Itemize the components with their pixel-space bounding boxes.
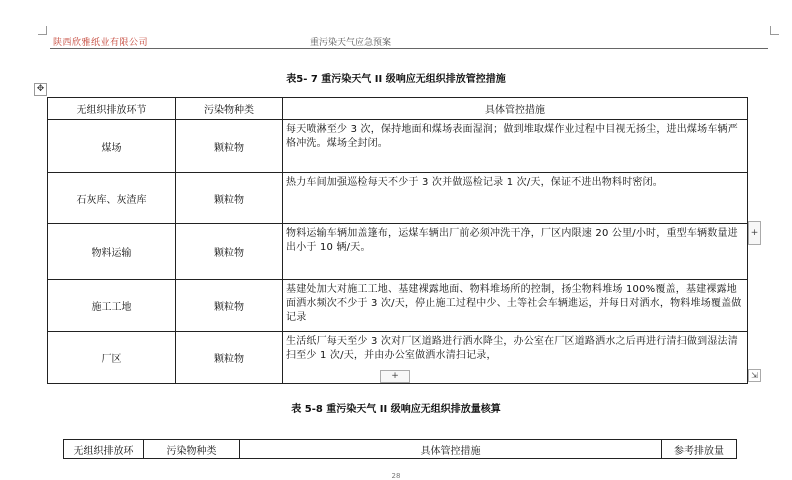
header-doc-title: 重污染天气应急预案 bbox=[310, 38, 392, 48]
table2 bbox=[63, 439, 737, 459]
table2-header-measure[interactable]: 具体管控措施 bbox=[240, 440, 662, 459]
table1-header-pollutant[interactable]: 污染物种类 bbox=[176, 98, 283, 120]
table-move-handle-icon[interactable]: ✥ bbox=[34, 83, 47, 96]
page-corner-mark-right bbox=[770, 26, 779, 35]
table2-header-emission[interactable]: 参考排放量 bbox=[662, 440, 737, 459]
cell-measure[interactable]: 每天喷淋至少 3 次，保持地面和煤场表面湿润；做到堆取煤作业过程中目视无扬尘，进出煤场车辆严格冲洗。煤场全封闭。 bbox=[283, 120, 748, 173]
table1-header-row bbox=[48, 98, 748, 120]
table1-header-measure[interactable]: 具体管控措施 bbox=[283, 98, 748, 120]
add-row-button[interactable]: + bbox=[380, 370, 410, 383]
table-row bbox=[48, 173, 748, 224]
cell-pollutant[interactable]: 颗粒物 bbox=[176, 173, 283, 224]
cell-link[interactable]: 煤场 bbox=[48, 120, 176, 173]
table-row bbox=[48, 224, 748, 280]
cell-pollutant[interactable]: 颗粒物 bbox=[176, 280, 283, 332]
cell-measure[interactable]: 基建处加大对施工工地、基建裸露地面、物料堆场所的控制，扬尘物料堆场 100%覆盖，基建裸露地面洒水频次不少于 3 次/天，停止施工过程中少、土等社会车辆進运，并每日对洒水，物料堆场覆盖做记录 bbox=[283, 280, 748, 332]
cell-link[interactable]: 石灰库、灰渣库 bbox=[48, 173, 176, 224]
cell-pollutant[interactable]: 颗粒物 bbox=[176, 332, 283, 384]
page-corner-mark-left bbox=[38, 26, 47, 35]
header-company: 陕西欣雅纸业有限公司 bbox=[53, 38, 149, 48]
table2-header-link[interactable]: 无组织排放环 bbox=[64, 440, 144, 459]
cell-link[interactable]: 物料运输 bbox=[48, 224, 176, 280]
page-number: 28 bbox=[391, 472, 401, 480]
cell-measure[interactable]: 生活纸厂每天至少 3 次对厂区道路进行洒水降尘，办公室在厂区道路洒水之后再进行清扫做到湿法清扫至少 1 次/天，并由办公室做洒水清扫记录， bbox=[283, 332, 748, 384]
table-row bbox=[48, 120, 748, 173]
cell-link[interactable]: 厂区 bbox=[48, 332, 176, 384]
table2-header-pollutant[interactable]: 污染物种类 bbox=[144, 440, 240, 459]
table1-header-link[interactable]: 无组织排放环节 bbox=[48, 98, 176, 120]
table1-caption: 表5- 7 重污染天气 II 级响应无组织排放管控措施 bbox=[286, 74, 506, 85]
table-row bbox=[48, 280, 748, 332]
cell-measure[interactable]: 物料运输车辆加盖篷布，运煤车辆出厂前必须冲洗干净，厂区内限速 20 公里/小时，重型车辆数量进出小于 10 辆/天。 bbox=[283, 224, 748, 280]
table2-caption: 表 5-8 重污染天气 II 级响应无组织排放量核算 bbox=[291, 404, 501, 415]
table-resize-handle-icon[interactable]: ⇲ bbox=[748, 369, 761, 382]
cell-pollutant[interactable]: 颗粒物 bbox=[176, 120, 283, 173]
table1 bbox=[47, 97, 748, 384]
header-rule bbox=[50, 48, 768, 49]
cell-pollutant[interactable]: 颗粒物 bbox=[176, 224, 283, 280]
add-column-button[interactable]: + bbox=[748, 221, 761, 245]
cell-measure[interactable]: 热力车间加强巡检每天不少于 3 次并做巡检记录 1 次/天，保证不进出物料时密闭。 bbox=[283, 173, 748, 224]
cell-link[interactable]: 施工工地 bbox=[48, 280, 176, 332]
table2-header-row bbox=[64, 440, 737, 459]
